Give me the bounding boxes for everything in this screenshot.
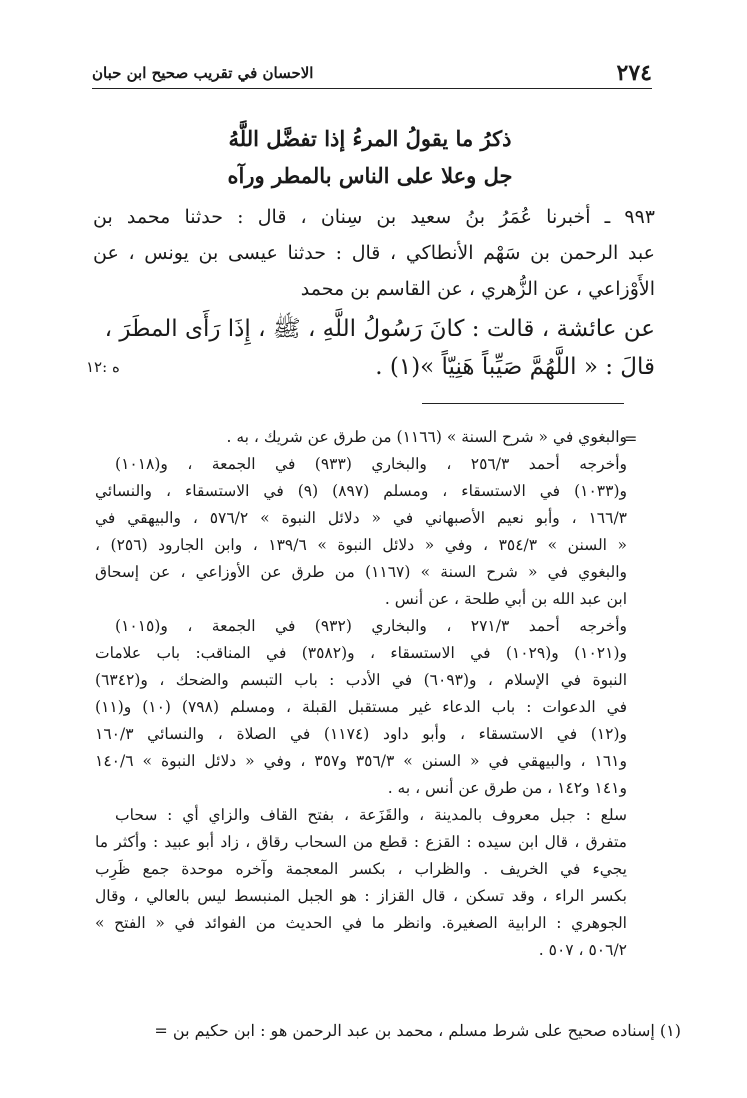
footnote-line: بكسر الراء ، وقد تسكن ، قال القزاز : هو الجبل المنبسط ليس بالعالي ، وقال — [95, 887, 627, 905]
hadith-line: عبد الرحمن بن سَهْم الأنطاكي ، قال : حدثنا عيسى بن يونس ، عن — [93, 242, 655, 264]
chapter-heading-line-1: ذكرُ ما يقولُ المرءُ إذا تفضَّل اللَّهُ — [228, 126, 512, 151]
footnote-separator — [422, 403, 624, 404]
footnote-line: و(١٠٢١) و(١٠٢٩) في الاستسقاء ، و(٣٥٨٢) في المناقب: باب علامات — [95, 644, 627, 662]
hadith-line: عن عائشة ، قالت : كانَ رَسُولُ اللَّهِ ، ﷺ ، إِذَا رَأَى المطَرَ ، — [104, 316, 655, 342]
footnote-line: النبوة في الإسلام ، و(٦٠٩٣) في الأدب : باب التبسم والضحك ، و(٦٣٤٢) — [95, 671, 628, 689]
footnote-line: ١٦٦/٣ ، وأبو نعيم الأصبهاني في « دلائل النبوة » ٥٧٦/٢ ، والبيهقي في — [95, 509, 627, 527]
page-number: ٢٧٤ — [616, 60, 652, 86]
footnote-line: والبغوي في « شرح السنة » (١١٦٧) من طرق عن الأوزاعي ، عن إسحاق — [95, 563, 627, 581]
footnote-line: سلع : جبل معروف بالمدينة ، والقَزَعة ، بفتح القاف والزاي أي : سحاب — [115, 806, 627, 824]
footnote-line: ٥٠٦/٢ ، ٥٠٧ . — [538, 941, 627, 959]
footnote-line: الجوهري : الرابية الصغيرة. وانظر ما في الحديث من الفوائد في « الفتح » — [95, 914, 627, 932]
footnote-line: وأخرجه أحمد ٢٧١/٣ ، والبخاري (٩٣٢) في الجمعة ، و(١٠١٥) — [115, 617, 628, 635]
footnote-line: ابن عبد الله بن أبي طلحة ، عن أنس . — [384, 590, 627, 608]
margin-reference: ه :١٢ — [86, 358, 120, 376]
footnote-line: و(١٠٣٣) في الاستسقاء ، ومسلم (٨٩٧) (٩) في الاستسقاء ، والنسائي — [95, 482, 627, 500]
footnote-line: و١٦١ ، والبيهقي في « السنن » ٣٥٦/٣ و٣٥٧ ، وفي « دلائل النبوة » ١٤٠/٦ — [95, 752, 627, 770]
hadith-line: الأَوْزاعي ، عن الزُّهري ، عن القاسم بن محمد — [300, 278, 655, 300]
hadith-line: ٩٩٣ ـ أخبرنا عُمَرُ بنُ سعيد بن سِنان ، قال : حدثنا محمد بن — [93, 206, 655, 228]
footnote-line: وأخرجه أحمد ٢٥٦/٣ ، والبخاري (٩٣٣) في الجمعة ، و(١٠١٨) — [115, 455, 628, 473]
footnote-line: « السنن » ٣٥٤/٣ ، وفي « دلائل النبوة » ١٣٩/٦ ، وابن الجارود (٢٥٦) ، — [95, 536, 627, 554]
book-title: الاحسان في تقريب صحيح ابن حبان — [92, 64, 314, 82]
footnote-line: في الدعوات : باب الدعاء غير مستقبل القبلة ، ومسلم (٧٩٨) (١٠) و(١١) — [95, 698, 627, 716]
footnote-line: والبغوي في « شرح السنة » (١١٦٦) من طرق عن شريك ، به . — [226, 428, 627, 446]
hadith-line: قالَ : « اللَّهُمَّ صَيِّباً هَنِيّاً »(١) . — [375, 354, 655, 380]
footnote-line: و١٤١ و١٤٢ ، من طرق عن أنس ، به . — [387, 779, 627, 797]
chapter-heading-line-2: جل وعلا على الناس بالمطر ورآه — [227, 163, 513, 188]
continuation-mark: = — [624, 429, 638, 448]
footnote-1: (١) إسناده صحيح على شرط مسلم ، محمد بن عبد الرحمن هو : ابن حكيم بن = — [154, 1021, 681, 1040]
footnote-line: و(١٢) في الاستسقاء ، وأبو داود (١١٧٤) في الصلاة ، والنسائي ١٦٠/٣ — [95, 725, 628, 743]
running-header — [92, 58, 652, 89]
footnote-line: يجيء في الخريف . والظراب ، بكسر المعجمة وآخره موحدة جمع ظَرِب — [95, 860, 627, 878]
footnote-line: متفرق ، قال ابن سيده : القزع : قطع من السحاب رقاق ، زاد أبو عبيد : وأكثر ما — [95, 833, 627, 851]
